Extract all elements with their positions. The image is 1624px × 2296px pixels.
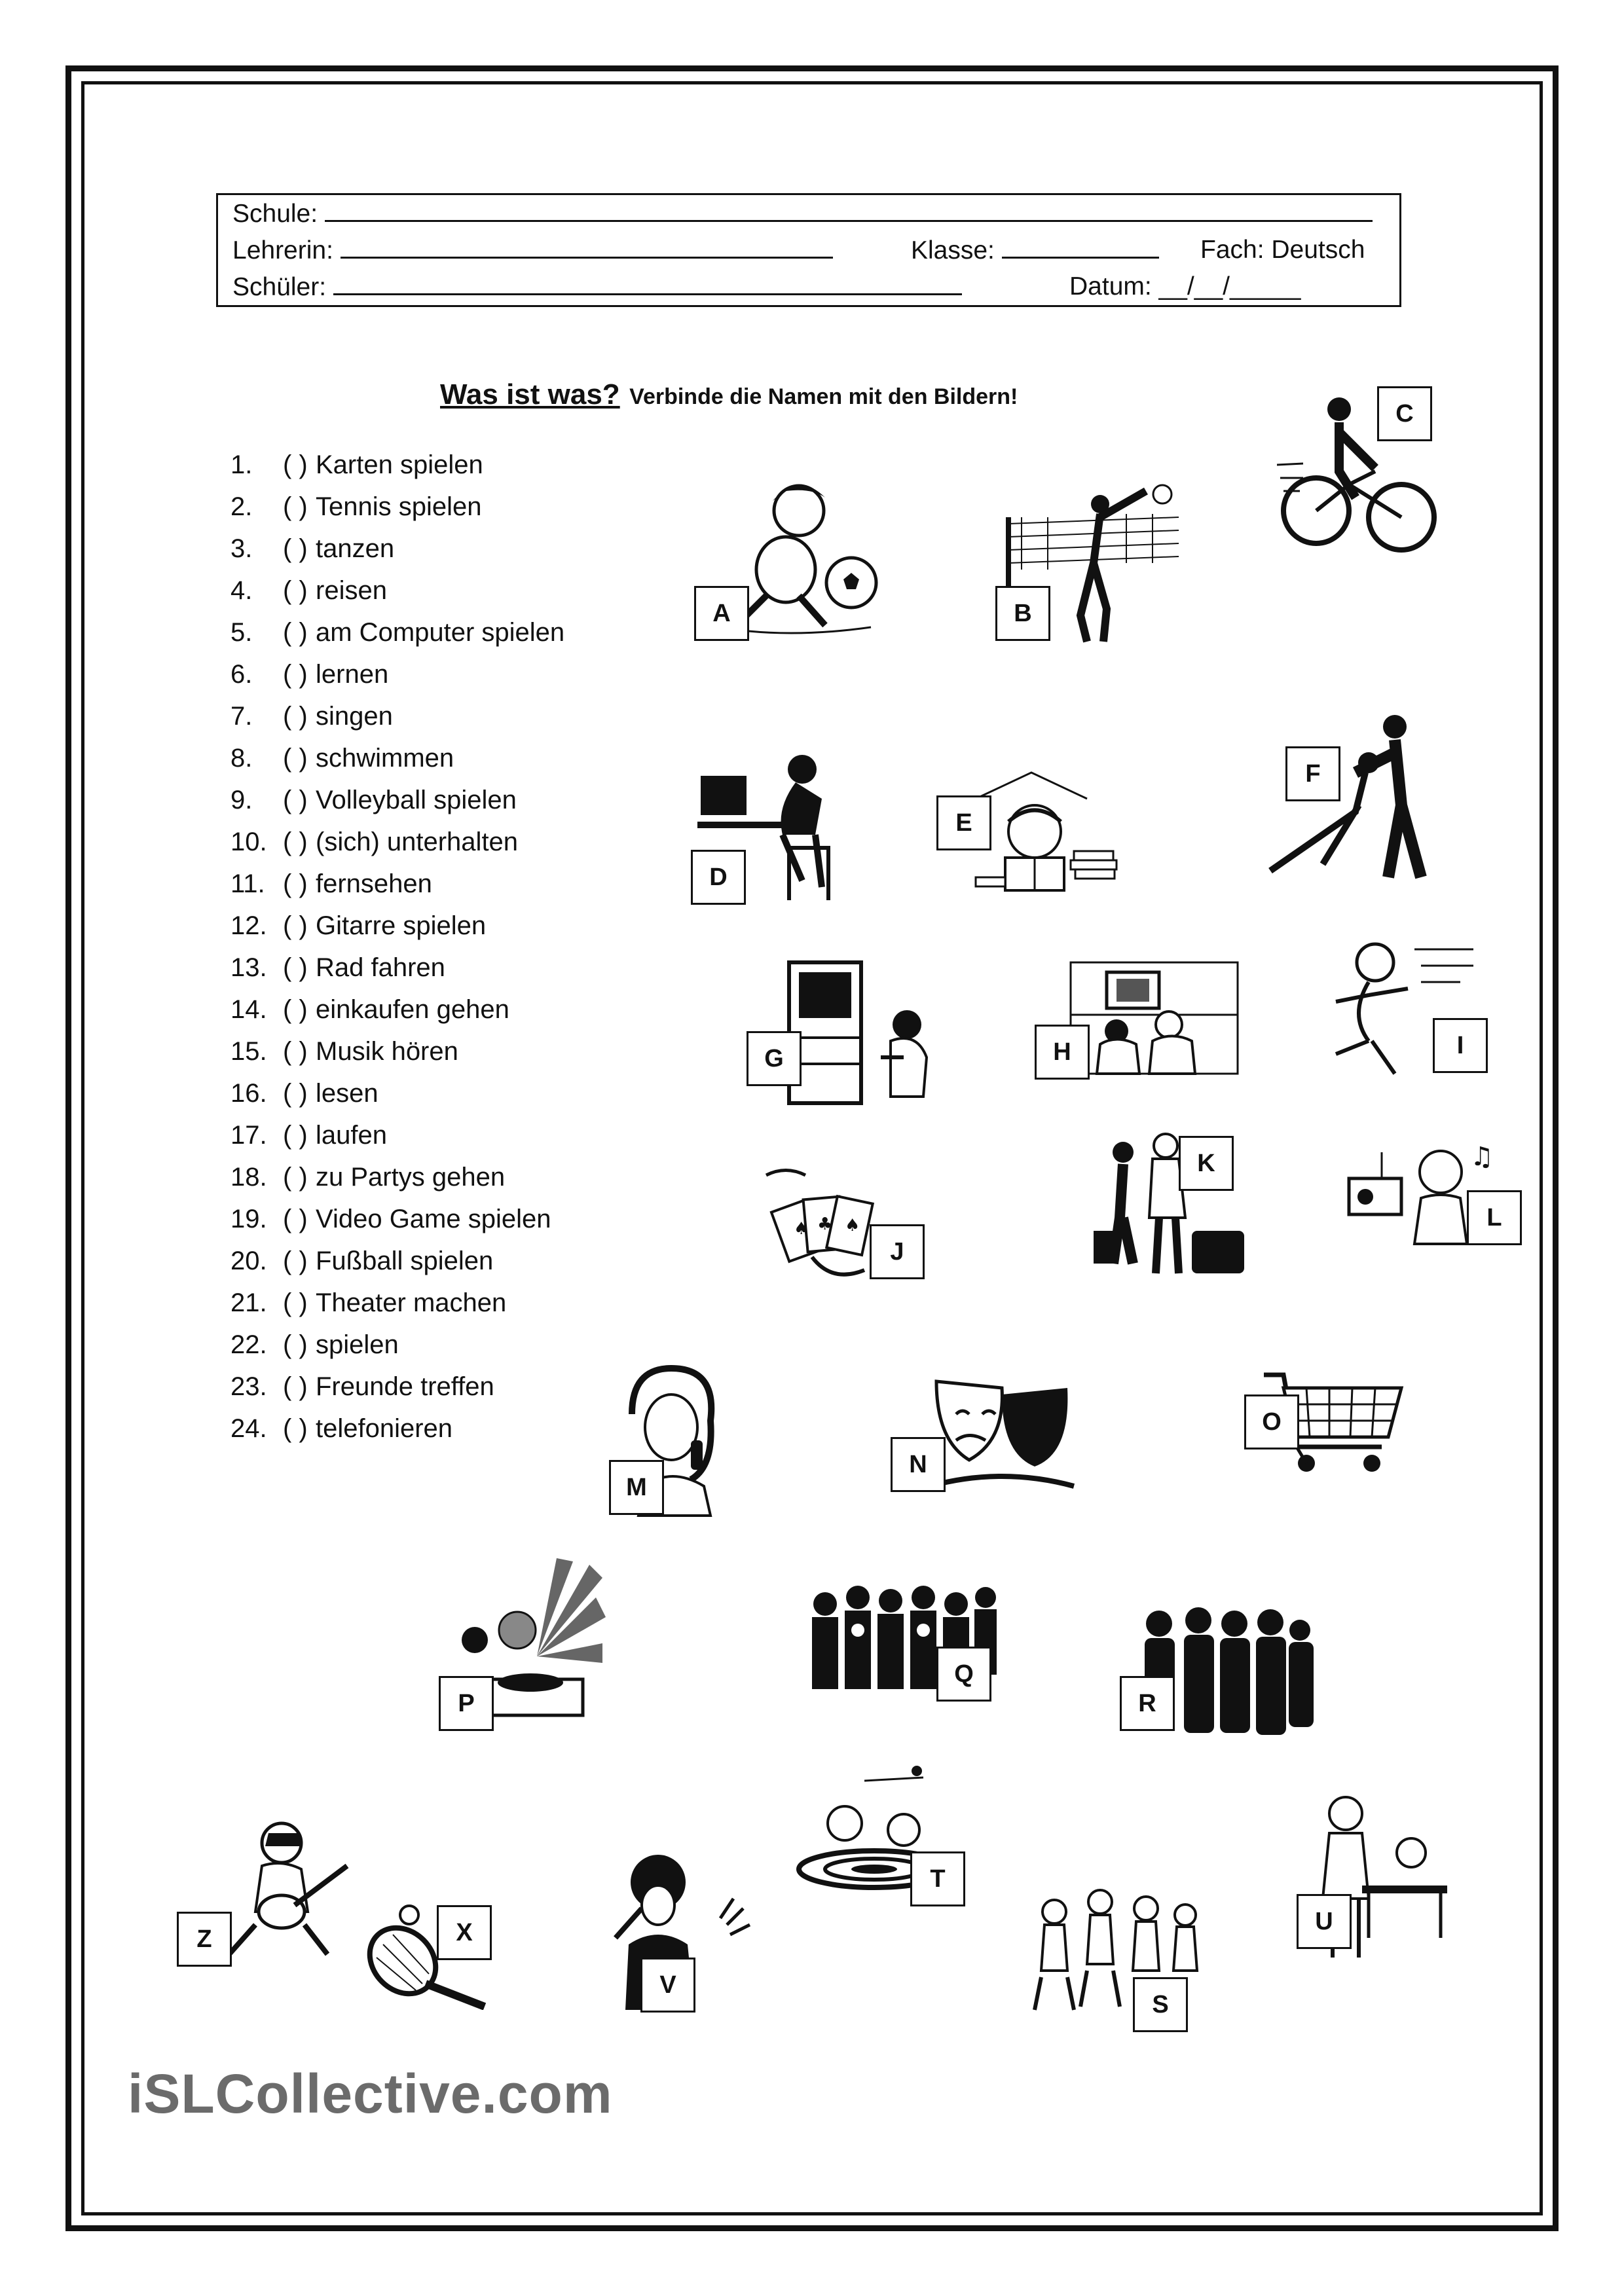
picture-label: T [910,1851,965,1906]
picture-cycling [1277,386,1441,563]
picture-label: S [1133,1977,1188,2032]
picture-swimming [792,1755,982,1912]
picture-cards [753,1159,930,1290]
svg-text:♣: ♣ [817,1214,833,1234]
answer-slot[interactable]: ( ) [283,995,308,1024]
datum-label: Datum: [1069,272,1152,301]
answer-slot[interactable]: ( ) [283,1414,308,1443]
lehrerin-field[interactable] [341,236,833,259]
student-info-box [216,193,1401,307]
picture-tennis [357,1892,514,2010]
picture-singing [602,1853,760,2016]
picture-guitar [177,1813,367,1971]
picture-friends [1120,1604,1316,1755]
picture-listening-music [1342,1126,1526,1257]
answer-slot[interactable]: ( ) [283,828,308,856]
picture-label: O [1244,1394,1299,1449]
picture-label: U [1297,1894,1352,1949]
answer-slot[interactable]: ( ) [283,744,308,773]
picture-learning [1297,1787,1460,1964]
schueler-field[interactable] [333,272,962,295]
watermark-logo: iSLCollective.com [128,2063,613,2124]
answer-slot[interactable]: ( ) [283,1037,308,1066]
picture-computer [691,750,848,907]
answer-slot[interactable]: ( ) [283,1247,308,1275]
answer-slot[interactable]: ( ) [283,1205,308,1233]
klasse-row [911,236,1159,265]
picture-label: E [936,795,991,850]
schueler-label: Schüler: [232,273,327,301]
answer-slot[interactable]: ( ) [283,450,308,479]
picture-label: H [1035,1025,1090,1080]
answer-slot[interactable]: ( ) [283,786,308,814]
answer-slot[interactable]: ( ) [283,576,308,605]
answer-slot[interactable]: ( ) [283,869,308,898]
picture-football [688,471,897,642]
picture-label: F [1285,746,1340,801]
answer-slot[interactable]: ( ) [283,534,308,563]
answer-slot[interactable]: ( ) [283,911,308,940]
picture-party-dj [439,1558,609,1741]
picture-label: Z [177,1912,232,1967]
klasse-field[interactable] [1002,236,1159,259]
picture-label: X [437,1905,492,1960]
lehrerin-label: Lehrerin: [232,236,333,264]
picture-label: B [995,586,1050,641]
picture-label: M [609,1460,664,1515]
picture-reading [936,753,1126,910]
picture-shopping [1244,1368,1414,1499]
answer-slot[interactable]: ( ) [283,1163,308,1192]
picture-label: R [1120,1676,1175,1731]
schule-row [232,199,1373,228]
picture-label: K [1179,1136,1234,1191]
fach-text: Fach: Deutsch [1200,236,1365,264]
schule-label: Schule: [232,200,318,228]
picture-label: I [1433,1018,1488,1073]
datum-row [1069,272,1301,301]
picture-volleyball [995,478,1185,648]
picture-playing [1022,1879,1211,2043]
title-main: Was ist was? [440,378,620,410]
answer-slot[interactable]: ( ) [283,660,308,689]
exercise-title [440,378,1018,411]
picture-label: A [694,586,749,641]
picture-video-game [747,959,936,1110]
picture-telephone [606,1362,737,1519]
svg-text:♠: ♠ [794,1219,809,1239]
picture-label: C [1377,386,1432,441]
picture-label: L [1467,1190,1522,1245]
picture-label: P [439,1676,494,1731]
picture-label: D [691,850,746,905]
picture-label: N [891,1437,946,1492]
answer-slot[interactable]: ( ) [283,1288,308,1317]
picture-label: J [870,1224,925,1279]
picture-travelling [1087,1126,1257,1283]
picture-label: Q [936,1647,991,1702]
answer-slot[interactable]: ( ) [283,492,308,521]
answer-slot[interactable]: ( ) [283,1079,308,1108]
answer-slot[interactable]: ( ) [283,702,308,731]
picture-label: V [640,1958,695,2013]
schueler-row [232,272,962,302]
picture-chatting [805,1578,1002,1709]
svg-text:♠: ♠ [845,1216,860,1235]
picture-watching-tv [1031,956,1247,1080]
picture-dancing [1257,707,1467,884]
picture-theatre [891,1368,1087,1506]
answer-slot[interactable]: ( ) [283,618,308,647]
lehrerin-row [232,236,833,265]
picture-running [1323,936,1493,1087]
title-instruction: Verbinde die Namen mit den Bildern! [629,384,1018,409]
picture-label: G [747,1031,802,1086]
answer-slot[interactable]: ( ) [283,1121,308,1150]
datum-field[interactable]: __/__/_____ [1158,272,1301,301]
schule-field[interactable] [325,199,1373,222]
klasse-label: Klasse: [911,236,995,264]
answer-slot[interactable]: ( ) [283,1330,308,1359]
answer-slot[interactable]: ( ) [283,1372,308,1401]
svg-text:♫: ♫ [1470,1142,1494,1172]
answer-slot[interactable]: ( ) [283,953,308,982]
